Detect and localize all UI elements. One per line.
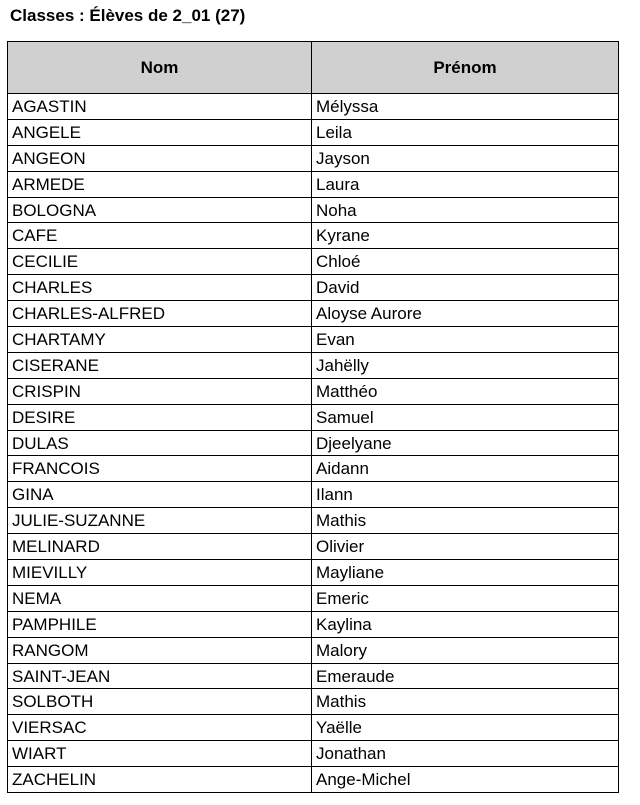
table-row [8, 352, 619, 378]
cell-prenom: Chloé [312, 249, 619, 275]
table-row [8, 94, 619, 120]
table-row [8, 223, 619, 249]
cell-prenom: Evan [312, 327, 619, 353]
table-row [8, 715, 619, 741]
cell-nom: DESIRE [8, 404, 312, 430]
table-row [8, 534, 619, 560]
cell-nom: CAFE [8, 223, 312, 249]
cell-nom: ANGELE [8, 119, 312, 145]
column-header-prenom: Prénom [312, 42, 619, 94]
cell-nom: NEMA [8, 585, 312, 611]
table-row [8, 560, 619, 586]
table-row [8, 197, 619, 223]
cell-nom: AGASTIN [8, 94, 312, 120]
cell-prenom: Djeelyane [312, 430, 619, 456]
table-row [8, 767, 619, 793]
table-row [8, 275, 619, 301]
cell-prenom: Mayliane [312, 560, 619, 586]
cell-nom: SAINT-JEAN [8, 663, 312, 689]
table-row [8, 378, 619, 404]
cell-prenom: Malory [312, 637, 619, 663]
cell-nom: JULIE-SUZANNE [8, 508, 312, 534]
cell-prenom: Kyrane [312, 223, 619, 249]
cell-nom: CHARLES-ALFRED [8, 301, 312, 327]
cell-prenom: Mathis [312, 689, 619, 715]
cell-prenom: Ange-Michel [312, 767, 619, 793]
table-row [8, 456, 619, 482]
table-header-row [8, 42, 619, 94]
cell-prenom: Yaëlle [312, 715, 619, 741]
cell-prenom: David [312, 275, 619, 301]
cell-prenom: Mélyssa [312, 94, 619, 120]
table-row [8, 637, 619, 663]
table-row [8, 689, 619, 715]
table-row [8, 741, 619, 767]
cell-nom: ZACHELIN [8, 767, 312, 793]
cell-prenom: Leila [312, 119, 619, 145]
cell-nom: MIEVILLY [8, 560, 312, 586]
cell-nom: CHARTAMY [8, 327, 312, 353]
table-row [8, 508, 619, 534]
cell-nom: MELINARD [8, 534, 312, 560]
cell-nom: ANGEON [8, 145, 312, 171]
cell-nom: CHARLES [8, 275, 312, 301]
table-row [8, 171, 619, 197]
cell-nom: ARMEDE [8, 171, 312, 197]
cell-prenom: Samuel [312, 404, 619, 430]
table-row [8, 145, 619, 171]
cell-prenom: Kaylina [312, 611, 619, 637]
cell-nom: BOLOGNA [8, 197, 312, 223]
students-table [7, 41, 619, 793]
table-row [8, 327, 619, 353]
cell-nom: SOLBOTH [8, 689, 312, 715]
cell-nom: DULAS [8, 430, 312, 456]
page-title: Classes : Élèves de 2_01 (27) [10, 6, 246, 25]
table-row [8, 301, 619, 327]
cell-nom: VIERSAC [8, 715, 312, 741]
cell-prenom: Jahëlly [312, 352, 619, 378]
cell-prenom: Aloyse Aurore [312, 301, 619, 327]
table-body [8, 94, 619, 793]
table-row [8, 585, 619, 611]
table-row [8, 404, 619, 430]
cell-prenom: Emeric [312, 585, 619, 611]
table-row [8, 482, 619, 508]
cell-prenom: Noha [312, 197, 619, 223]
cell-nom: CISERANE [8, 352, 312, 378]
cell-prenom: Aidann [312, 456, 619, 482]
cell-nom: FRANCOIS [8, 456, 312, 482]
cell-prenom: Jayson [312, 145, 619, 171]
table-row [8, 611, 619, 637]
cell-nom: GINA [8, 482, 312, 508]
cell-nom: RANGOM [8, 637, 312, 663]
cell-nom: CRISPIN [8, 378, 312, 404]
cell-prenom: Matthéo [312, 378, 619, 404]
cell-nom: CECILIE [8, 249, 312, 275]
table-row [8, 249, 619, 275]
column-header-nom: Nom [8, 42, 312, 94]
cell-prenom: Mathis [312, 508, 619, 534]
cell-prenom: Jonathan [312, 741, 619, 767]
cell-prenom: Emeraude [312, 663, 619, 689]
cell-prenom: Olivier [312, 534, 619, 560]
table-row [8, 663, 619, 689]
cell-prenom: Ilann [312, 482, 619, 508]
cell-nom: PAMPHILE [8, 611, 312, 637]
table-row [8, 119, 619, 145]
table-row [8, 430, 619, 456]
cell-nom: WIART [8, 741, 312, 767]
cell-prenom: Laura [312, 171, 619, 197]
